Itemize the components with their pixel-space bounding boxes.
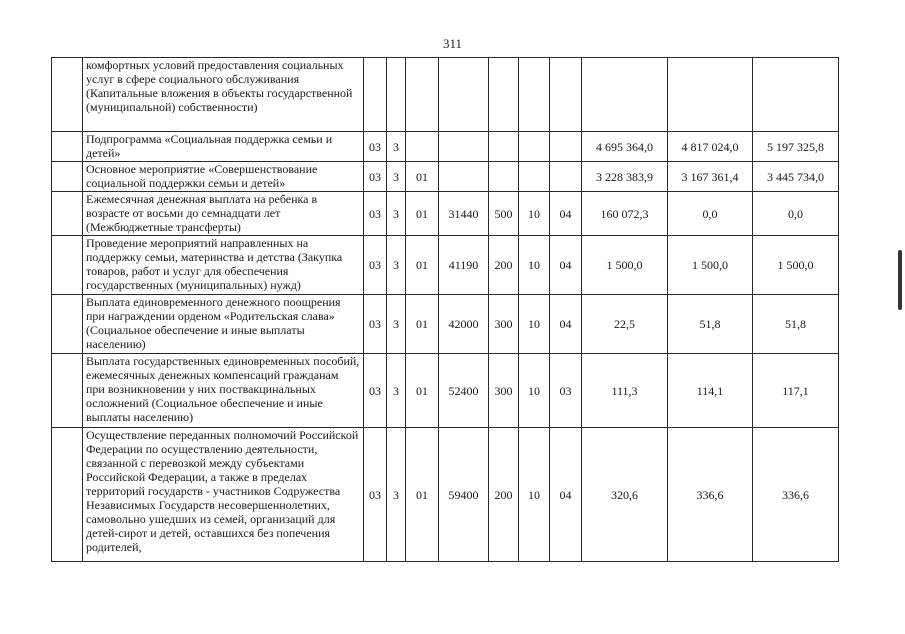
code-7 xyxy=(550,162,582,192)
code-5 xyxy=(489,58,519,132)
code-1 xyxy=(364,58,387,132)
code-2: 3 xyxy=(387,132,406,162)
code-3: 01 xyxy=(406,192,439,236)
row-description: Подпрограмма «Социальная поддержка семьи и детей» xyxy=(83,132,364,162)
code-7 xyxy=(550,58,582,132)
row-number-cell xyxy=(52,295,83,354)
code-6: 10 xyxy=(519,192,550,236)
value-2 xyxy=(668,58,753,132)
code-7: 04 xyxy=(550,236,582,295)
row-description: Ежемесячная денежная выплата на ребенка в возрасте от восьми до семнадцати лет (Межбюджетные трансферты) xyxy=(83,192,364,236)
value-1: 111,3 xyxy=(582,354,668,428)
table-row xyxy=(52,295,839,354)
value-3: 1 500,0 xyxy=(753,236,839,295)
code-6: 10 xyxy=(519,428,550,562)
value-1: 3 228 383,9 xyxy=(582,162,668,192)
value-2: 336,6 xyxy=(668,428,753,562)
code-4: 42000 xyxy=(439,295,489,354)
value-1: 4 695 364,0 xyxy=(582,132,668,162)
page-number: 311 xyxy=(442,36,463,51)
value-3: 3 445 734,0 xyxy=(753,162,839,192)
code-4: 52400 xyxy=(439,354,489,428)
value-2: 51,8 xyxy=(668,295,753,354)
code-1: 03 xyxy=(364,354,387,428)
row-description: Проведение мероприятий направленных на поддержку семьи, материнства и детства (Закупка товаров, работ и услуг для обеспечения государственных (муниципальных) нужд) xyxy=(83,236,364,295)
code-3: 01 xyxy=(406,236,439,295)
code-3: 01 xyxy=(406,428,439,562)
code-1: 03 xyxy=(364,162,387,192)
row-number-cell xyxy=(52,354,83,428)
row-number-cell xyxy=(52,428,83,562)
row-number-cell xyxy=(52,132,83,162)
code-3: 01 xyxy=(406,162,439,192)
row-description: Выплата единовременного денежного поощрения при награждении орденом «Родительская слава» (Социальное обеспечение и иные выплаты населению) xyxy=(83,295,364,354)
code-5: 300 xyxy=(489,354,519,428)
code-2: 3 xyxy=(387,295,406,354)
code-7: 04 xyxy=(550,192,582,236)
table-body xyxy=(52,58,839,562)
table-row xyxy=(52,354,839,428)
code-1: 03 xyxy=(364,295,387,354)
code-5: 200 xyxy=(489,236,519,295)
value-3: 0,0 xyxy=(753,192,839,236)
table-row xyxy=(52,192,839,236)
code-7: 04 xyxy=(550,428,582,562)
value-3: 51,8 xyxy=(753,295,839,354)
value-3 xyxy=(753,58,839,132)
code-1: 03 xyxy=(364,236,387,295)
code-4 xyxy=(439,162,489,192)
table-row xyxy=(52,58,839,132)
value-2: 1 500,0 xyxy=(668,236,753,295)
row-description: комфортных условий предоставления социальных услуг в сфере социального обслуживания (Капитальные вложения в объекты государственной (муниципальной) собственности) xyxy=(83,58,364,132)
code-2: 3 xyxy=(387,236,406,295)
code-6 xyxy=(519,162,550,192)
value-3: 117,1 xyxy=(753,354,839,428)
code-5 xyxy=(489,132,519,162)
code-4: 31440 xyxy=(439,192,489,236)
row-description: Осуществление переданных полномочий Российской Федерации по осуществлению деятельности, связанной с перевозкой между субъектами Российской Федерации, а также в пределах территорий государств - участников Содружества Независимых Государств несовершеннолетних, самовольно ушедших из семей, организаций для детей-сирот и детей, оставшихся без попечения родителей, xyxy=(83,428,364,562)
scan-edge-mark xyxy=(898,250,902,310)
row-description: Выплата государственных единовременных пособий, ежемесячных денежных компенсаций гражданам при возникновении у них поствакцинальных осложнений (Социальное обеспечение и иные выплаты населению) xyxy=(83,354,364,428)
table-row xyxy=(52,428,839,562)
value-3: 336,6 xyxy=(753,428,839,562)
code-7 xyxy=(550,132,582,162)
value-1 xyxy=(582,58,668,132)
code-2 xyxy=(387,58,406,132)
row-description: Основное мероприятие «Совершенствование социальной поддержки семьи и детей» xyxy=(83,162,364,192)
code-5: 500 xyxy=(489,192,519,236)
code-3: 01 xyxy=(406,354,439,428)
value-1: 22,5 xyxy=(582,295,668,354)
code-2: 3 xyxy=(387,428,406,562)
code-4: 59400 xyxy=(439,428,489,562)
table-row xyxy=(52,162,839,192)
code-3 xyxy=(406,132,439,162)
code-5: 300 xyxy=(489,295,519,354)
value-2: 4 817 024,0 xyxy=(668,132,753,162)
table-row xyxy=(52,236,839,295)
code-3: 01 xyxy=(406,295,439,354)
code-4 xyxy=(439,132,489,162)
row-number-cell xyxy=(52,58,83,132)
value-2: 0,0 xyxy=(668,192,753,236)
code-7: 04 xyxy=(550,295,582,354)
code-5: 200 xyxy=(489,428,519,562)
value-1: 1 500,0 xyxy=(582,236,668,295)
value-2: 114,1 xyxy=(668,354,753,428)
code-3 xyxy=(406,58,439,132)
code-1: 03 xyxy=(364,428,387,562)
code-6: 10 xyxy=(519,354,550,428)
row-number-cell xyxy=(52,192,83,236)
row-number-cell xyxy=(52,236,83,295)
value-3: 5 197 325,8 xyxy=(753,132,839,162)
code-4: 41190 xyxy=(439,236,489,295)
code-5 xyxy=(489,162,519,192)
budget-table xyxy=(51,57,839,562)
row-number-cell xyxy=(52,162,83,192)
code-4 xyxy=(439,58,489,132)
value-1: 320,6 xyxy=(582,428,668,562)
code-1: 03 xyxy=(364,192,387,236)
code-2: 3 xyxy=(387,162,406,192)
code-2: 3 xyxy=(387,354,406,428)
code-6 xyxy=(519,132,550,162)
value-1: 160 072,3 xyxy=(582,192,668,236)
code-1: 03 xyxy=(364,132,387,162)
code-7: 03 xyxy=(550,354,582,428)
value-2: 3 167 361,4 xyxy=(668,162,753,192)
code-6: 10 xyxy=(519,295,550,354)
code-6 xyxy=(519,58,550,132)
code-6: 10 xyxy=(519,236,550,295)
table-row xyxy=(52,132,839,162)
code-2: 3 xyxy=(387,192,406,236)
